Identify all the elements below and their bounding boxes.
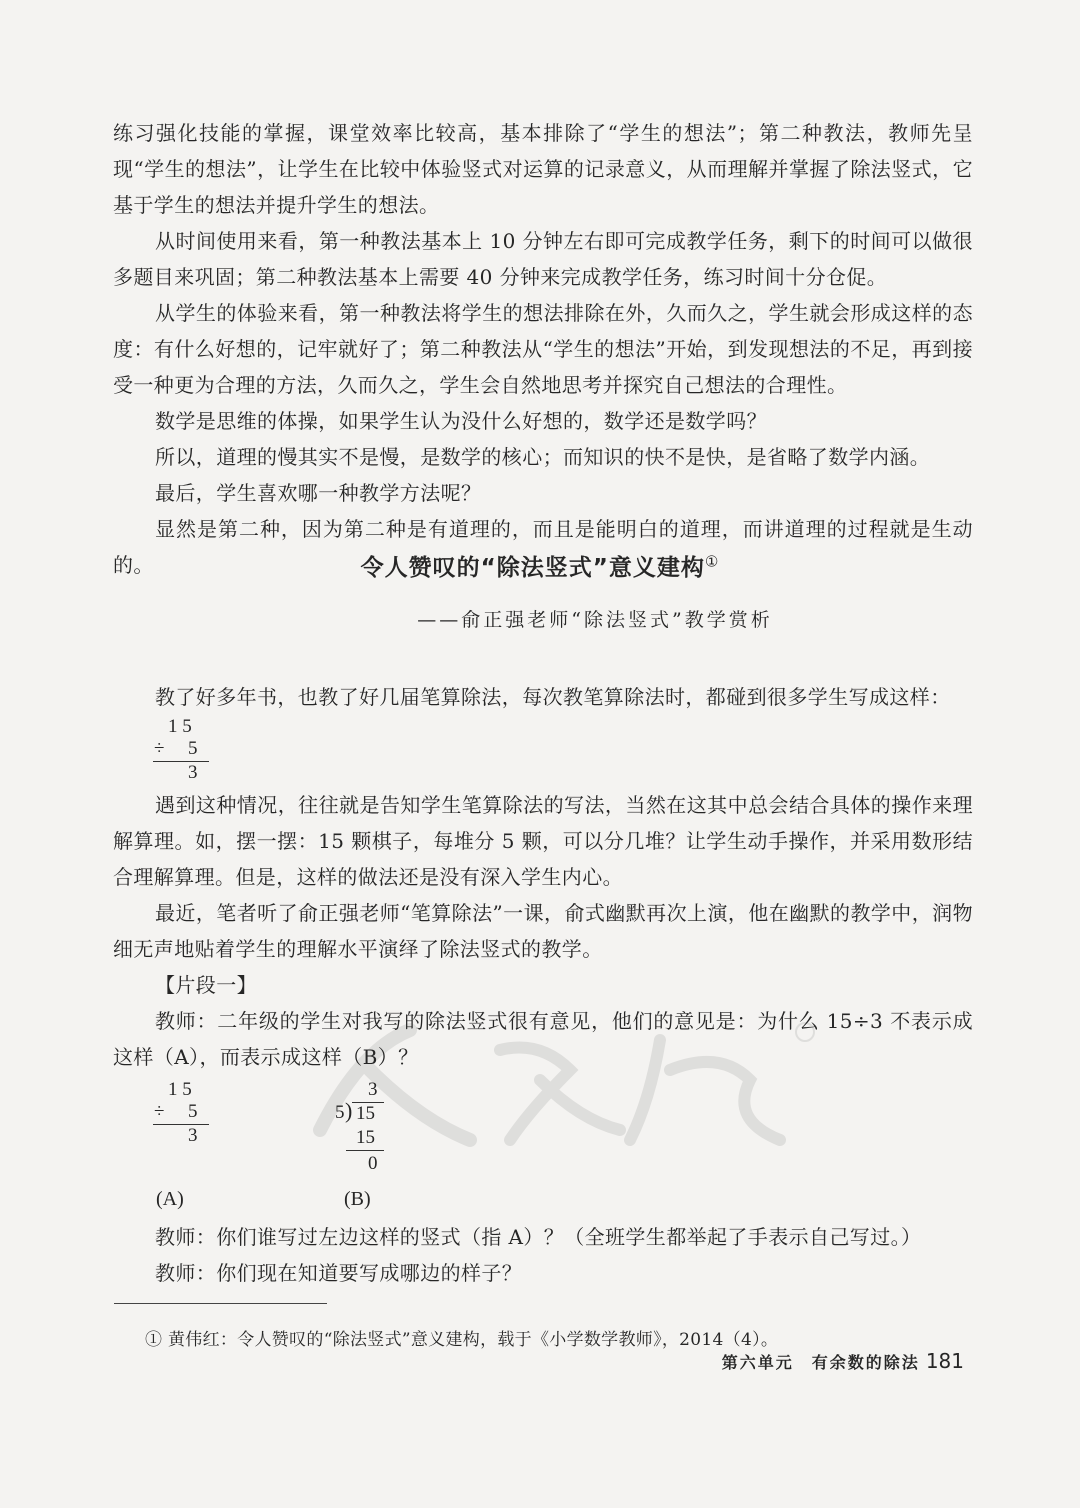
calc-b-remainder: 0 <box>368 1153 378 1174</box>
calc-b-product: 15 <box>356 1127 375 1148</box>
page-footer <box>722 1349 964 1373</box>
calc-a-label: (A) <box>156 1188 184 1210</box>
paragraph-continued: 练习强化技能的掌握，课堂效率比较高，基本排除了“学生的想法”；第二种教法，教师先呈现“学生的想法”，让学生在比较中体验竖式对运算的记录意义，从而理解并掌握了除法竖式，它基于学生的想法并提升学生的想法。 <box>113 121 973 217</box>
calc-b-quotient: 3 <box>368 1079 378 1100</box>
vertical-calc-a <box>150 1078 220 1148</box>
page-number: 181 <box>925 1349 964 1373</box>
vertical-calc-simple <box>150 715 220 785</box>
calc-b-line <box>346 1150 384 1151</box>
calc-op: ÷ <box>154 738 165 759</box>
calc-divisor: 5 <box>188 738 198 759</box>
calc-a-op: ÷ <box>154 1101 165 1122</box>
teacher-line-2: 教师：你们谁写过左边这样的竖式（指 A）？（全班学生都举起了手表示自己写过。） <box>155 1225 922 1249</box>
article-intro: 教了好多年书，也教了好几届笔算除法，每次教笔算除法时，都碰到很多学生写成这样： <box>155 685 951 709</box>
calc-b-bracket: ) <box>345 1098 353 1123</box>
segment-heading: 【片段一】 <box>155 973 257 997</box>
paragraph-core: 所以，道理的慢其实不是慢，是数学的核心；而知识的快不是快，是省略了数学内涵。 <box>155 445 931 469</box>
calc-result: 3 <box>188 762 198 783</box>
calc-b-divisor: 5 <box>335 1102 345 1123</box>
paragraph-recent: 最近，笔者听了俞正强老师“笔算除法”一课，俞式幽默再次上演，他在幽默的教学中，润物细无声地贴着学生的理解水平演绎了除法竖式的教学。 <box>113 901 973 961</box>
unit-title: 第六单元 有余数的除法 <box>721 1353 920 1372</box>
calc-dividend: 1 5 <box>168 716 192 737</box>
paragraph-time-usage: 从时间使用来看，第一种教法基本上 10 分钟左右即可完成教学任务，剩下的时间可以做很多题目来巩固；第二种教法基本上需要 40 分钟来完成教学任务，练习时间十分仓促。 <box>113 229 973 289</box>
article-title: 令人赞叹的“除法竖式”意义建构① <box>360 552 720 581</box>
title-footnote-mark: ① <box>704 552 720 571</box>
paragraph-answer: 显然是第二种，因为第二种是有道理的，而且是能明白的道理，而讲道理的过程就是生动的。 <box>113 517 973 577</box>
calc-a-dividend: 1 5 <box>168 1079 192 1100</box>
calc-b-dividend: 15 <box>356 1103 375 1124</box>
paragraph-question: 最后，学生喜欢哪一种教学方法呢？ <box>155 481 482 505</box>
footnote: ① 黄伟红：令人赞叹的“除法竖式”意义建构，载于《小学数学教师》，2014（4）。 <box>145 1330 779 1350</box>
paragraph-situation: 遇到这种情况，往往就是告知学生笔算除法的写法，当然在这其中总会结合具体的操作来理解算理。如，摆一摆：15 颗棋子，每堆分 5 颗，可以分几堆？让学生动手操作，并采用数形结合理解算理。但是，这样的做法还是没有深入学生内心。 <box>113 793 973 889</box>
paragraph-math-thinking: 数学是思维的体操，如果学生认为没什么好想的，数学还是数学吗？ <box>155 409 767 433</box>
footnote-rule <box>114 1303 327 1304</box>
teacher-line-3: 教师：你们现在知道要写成哪边的样子？ <box>155 1261 523 1285</box>
long-division-b <box>330 1078 400 1178</box>
calc-a-divisor: 5 <box>188 1101 198 1122</box>
calc-b-label: (B) <box>344 1188 371 1210</box>
calc-a-result: 3 <box>188 1125 198 1146</box>
paragraph-student-experience: 从学生的体验来看，第一种教法将学生的想法排除在外，久而久之，学生就会形成这样的态度：有什么好想的，记牢就好了；第二种教法从“学生的想法”开始，到发现想法的不足，再到接受一种更为合理的方法，久而久之，学生会自然地思考并探究自己想法的合理性。 <box>113 301 973 397</box>
article-subtitle: ——俞正强老师“除法竖式”教学赏析 <box>417 609 773 631</box>
calc-line <box>153 761 209 762</box>
teacher-line-1: 教师：二年级的学生对我写的除法竖式很有意见，他们的意见是：为什么 15÷3 不表示成这样（A），而表示成这样（B）？ <box>113 1009 973 1069</box>
calc-a-line <box>153 1124 209 1125</box>
